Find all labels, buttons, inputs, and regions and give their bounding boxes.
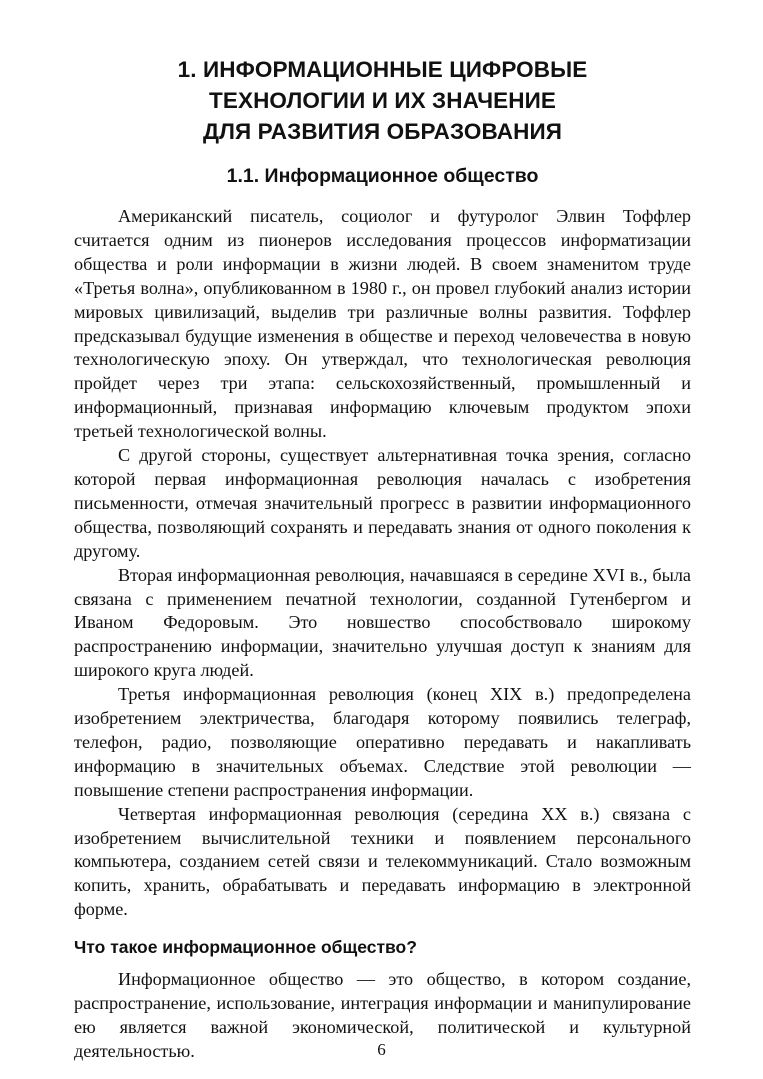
chapter-title-line: 1. ИНФОРМАЦИОННЫЕ ЦИФРОВЫЕ — [177, 57, 588, 82]
paragraph-first-revolution: С другой стороны, существует альтернативная точка зрения, согласно которой первая информационная революция началась с изобретения письменности, отмечая значительный прогресс в развитии информационного общества, позволяющий сохранять и передавать знания от одного поколения к другому. — [74, 445, 691, 561]
page-number: 6 — [377, 1040, 386, 1059]
definition-paragraph: Информационное общество — это общество, в котором создание, распространение, использование, интеграция информации и манипулирование ею является важной экономической, политической и культурной деятельностью. — [74, 969, 691, 1061]
paragraph-toffler: Американский писатель, социолог и футуролог Элвин Тоффлер считается одним из пионеров исследования процессов информатизации общества и роли информации в жизни людей. В своем знаменитом труде «Третья волна», опубликованном в 1980 г., он провел глубокий анализ истории мировых цивилизаций, выделив три различные волны развития. Тоффлер предсказывал будущие изменения в обществе и переход человечества в новую технологическую эпоху. Он утверждал, что технологическая революция пройдет через три этапа: сельскохозяйственный, промышленный и информационный, признавая информацию ключевым продуктом эпохи третьей технологической волны. — [74, 206, 691, 442]
chapter-title — [74, 54, 691, 147]
paragraph-fourth-revolution: Четвертая информационная революция (середина XX в.) связана с изобретением вычислительной техники и появлением персонального компьютера, созданием сетей связи и телекоммуникаций. Стало возможным копить, хранить, обрабатывать и передавать информацию в электронной форме. — [74, 803, 691, 920]
paragraph-third-revolution: Третья информационная революция (конец XIX в.) предопределена изобретением электричества, благодаря которому появились телеграф, телефон, радио, позволяющие оперативно передавать и накапливать информацию в значительных объемах. Следствие этой революции — повышение степени распространения информации. — [74, 684, 691, 800]
section-title: 1.1. Информационное общество — [226, 165, 539, 187]
chapter-title-line: ДЛЯ РАЗВИТИЯ ОБРАЗОВАНИЯ — [203, 119, 562, 144]
paragraph-second-revolution: Вторая информационная революция, начавшаяся в середине XVI в., была связана с применением печатной технологии, созданной Гутенбергом и Иваном Федоровым. Это новшество способствовало широкому распространению информации, значительно улучшая доступ к знаниям для широкого круга людей. — [74, 564, 691, 681]
chapter-title-line: ТЕХНОЛОГИИ И ИХ ЗНАЧЕНИЕ — [209, 88, 556, 113]
page-content — [74, 54, 691, 1064]
question-heading: Что такое информационное общество? — [74, 937, 417, 958]
